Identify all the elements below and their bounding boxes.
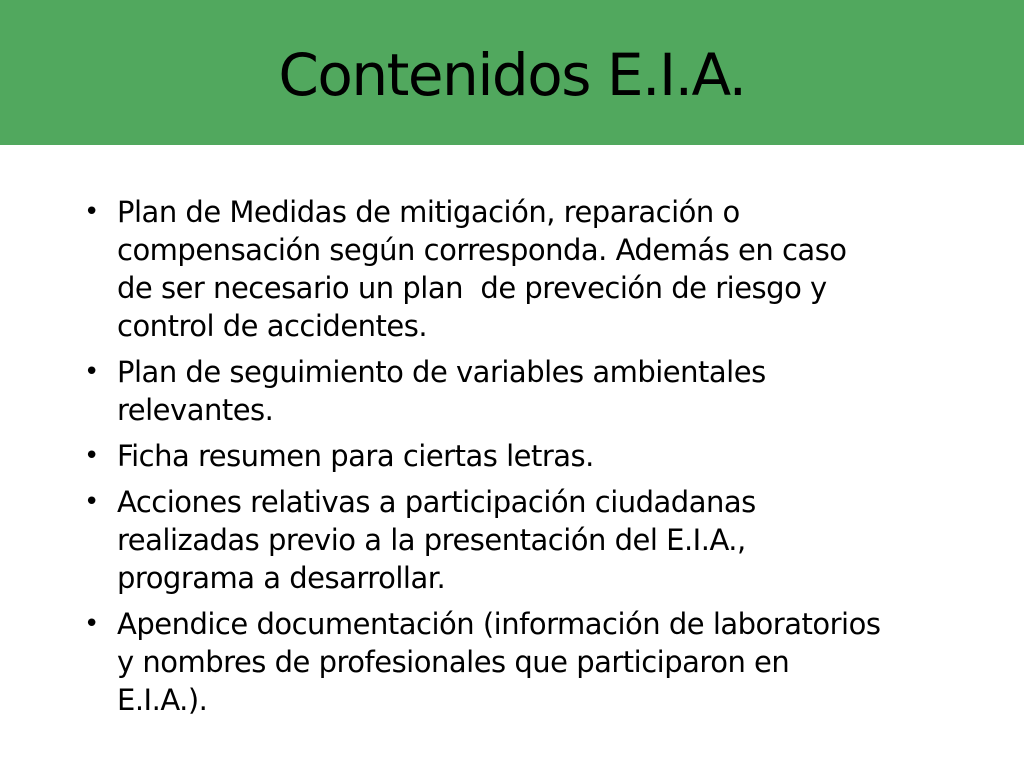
bullet-dot-icon: • (84, 357, 99, 387)
bullet-item (84, 353, 977, 429)
bullet-line: Plan de seguimiento de variables ambientales (117, 355, 766, 389)
bullet-line: de ser necesario un plan de preveción de riesgo y (117, 271, 827, 305)
bullet-line: compensación según corresponda. Además en caso (117, 233, 847, 267)
bullet-line: relevantes. (117, 393, 274, 427)
bullet-dot-icon: • (84, 487, 99, 517)
bullet-dot-icon: • (84, 609, 99, 639)
bullet-line: Plan de Medidas de mitigación, reparación o (117, 195, 740, 229)
bullet-line: programa a desarrollar. (117, 561, 446, 595)
bullet-dot-icon: • (84, 441, 99, 471)
bullet-line: Ficha resumen para ciertas letras. (117, 439, 594, 473)
bullet-item (84, 483, 977, 597)
bullet-item (84, 193, 977, 345)
bullet-item (84, 605, 977, 719)
bullet-line: Apendice documentación (información de laboratorios (117, 607, 881, 641)
bullet-line: y nombres de profesionales que participaron en (117, 645, 790, 679)
bullet-item (84, 437, 977, 475)
bullet-line: realizadas previo a la presentación del E.I.A., (117, 523, 746, 557)
bullet-dot-icon: • (84, 197, 99, 227)
slide-title: Contenidos E.I.A. (278, 41, 746, 109)
bullet-line: E.I.A.). (117, 683, 208, 717)
bullet-line: control de accidentes. (117, 309, 428, 343)
bullet-line: Acciones relativas a participación ciudadanas (117, 485, 756, 519)
bullet-list (84, 193, 977, 727)
